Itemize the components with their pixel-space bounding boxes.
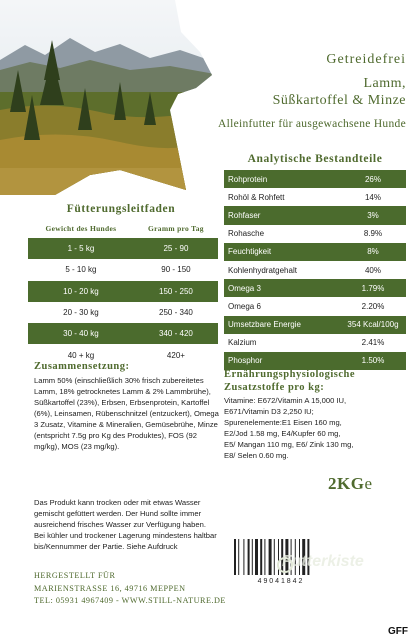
manufacturer-info xyxy=(34,570,226,608)
feeding-weight: 10 - 20 kg xyxy=(28,281,134,302)
analytics-row xyxy=(224,334,406,352)
feeding-row xyxy=(28,323,218,344)
feeding-weight: 30 - 40 kg xyxy=(28,323,134,344)
feeding-weight: 20 - 30 kg xyxy=(63,308,99,318)
analytics-row xyxy=(224,261,406,279)
barcode-bar xyxy=(248,539,250,575)
feeding-hint-text: Das Produkt kann trocken oder mit etwas Wasser gemischt gefüttert werden. Der Hund sollte immer ausreichend frisches Wasser zur Verfügung haben. Bei kühler und trockener Lagerung mindestens haltbar bis/Kennummer der Partie. Siehe Aufdruck xyxy=(34,498,217,551)
barcode-bar xyxy=(255,539,258,575)
feeding-gram: 150 - 250 xyxy=(134,281,218,302)
analytics-label: Rohprotein xyxy=(224,170,340,188)
watermark-text: Futterkiste xyxy=(282,553,364,570)
product-flavor xyxy=(273,75,406,109)
analytics-label: Omega 6 xyxy=(224,297,340,315)
analytics-value: 354 Kcal/100g xyxy=(340,316,406,334)
manufacturer-line-3: TEL: 05931 4967409 - WWW.STILL-NATURE.DE xyxy=(34,596,226,605)
product-type: Getreidefrei xyxy=(326,52,406,67)
barcode-bar xyxy=(274,539,275,575)
feeding-col-weight: Gewicht des Hundes xyxy=(45,223,117,233)
analytics-value: 1.50% xyxy=(340,352,406,370)
additives-line: Spurenelemente:E1 Eisen 160 mg, xyxy=(224,418,342,427)
analytics-label: Rohfaser xyxy=(224,206,340,224)
analytics-value: 14% xyxy=(340,188,406,206)
analytics-value: 40% xyxy=(340,261,406,279)
flavor-line-1: Lamm, xyxy=(363,76,406,91)
analytics-label: Kalzium xyxy=(224,334,340,352)
analytics-row xyxy=(224,316,406,334)
composition-text: Lamm 50% (einschließlich 30% frisch zubereitetes Lamm, 18% getrocknetes Lamm & 2% Lammbrühe), Süßkartoffel (23%), Erbsen, Erbsenprotein, Kartoffel (6%), Leinsamen, Rübenschnitzel (entzuckert), Omega 3 Zusatz, Vitamine & Mineralien, Gemüsebrühe, Minze (entspricht 7.5g pro Kg des Produktes), FOS (92 mg/kg), MOS (23 mg/kg). xyxy=(34,376,219,451)
additives-title xyxy=(224,368,409,394)
analytics-label: Kohlenhydratgehalt xyxy=(224,261,340,279)
analytics-row xyxy=(224,297,406,315)
additives-title-line-2: Zusatzstoffe pro kg: xyxy=(224,382,325,393)
feeding-gram: 420+ xyxy=(166,350,185,360)
manufacturer-line-1: HERGESTELLT FÜR xyxy=(34,571,116,580)
analytics-table xyxy=(224,170,406,370)
barcode-bar xyxy=(238,539,239,575)
barcode-bar xyxy=(234,539,236,575)
feeding-row xyxy=(28,302,218,323)
analytics-label: Feuchtigkeit xyxy=(224,243,340,261)
barcode-bar xyxy=(243,539,244,575)
analytics-value: 2.41% xyxy=(340,334,406,352)
feeding-gram: 90 - 150 xyxy=(161,265,191,275)
feeding-gram: 250 - 340 xyxy=(159,308,193,318)
analytics-label: Umsetzbare Energie xyxy=(224,316,340,334)
hero-wolf-landscape-image xyxy=(0,0,215,195)
analytics-label: Omega 3 xyxy=(224,279,340,297)
additives-line: E8/ Selen 0.60 mg. xyxy=(224,451,289,460)
product-code: GFF xyxy=(388,626,408,637)
feeding-weight: 5 - 10 kg xyxy=(65,265,97,275)
feeding-row xyxy=(28,281,218,302)
analytics-row xyxy=(224,188,406,206)
feeding-weight: 1 - 5 kg xyxy=(28,238,134,259)
feeding-table xyxy=(28,218,218,366)
estimate-mark: e xyxy=(364,474,373,493)
analytics-row xyxy=(224,279,406,297)
feeding-row xyxy=(28,259,218,280)
feeding-row xyxy=(28,238,218,259)
additives-line: Vitamine: E672/Vitamin A 15,000 IU, xyxy=(224,396,347,405)
barcode-bar xyxy=(264,539,265,575)
feeding-gram: 25 - 90 xyxy=(134,238,218,259)
analytics-row xyxy=(224,225,406,243)
net-weight xyxy=(328,474,373,494)
analytics-value: 3% xyxy=(340,206,406,224)
composition-title: Zusammensetzung: xyxy=(34,361,130,372)
analytics-title: Analytische Bestandteile xyxy=(247,153,383,165)
analytics-row xyxy=(224,243,406,261)
additives-line: E2/Jod 1.58 mg, E4/Kupfer 60 mg, xyxy=(224,429,341,438)
additives-title-line-1: Ernährungsphysiologische xyxy=(224,369,356,380)
additives-text xyxy=(224,395,409,461)
flavor-line-2: Süßkartoffel & Minze xyxy=(272,93,406,108)
feeding-weight: 40 + kg xyxy=(67,350,95,360)
analytics-row xyxy=(224,170,406,188)
analytics-label: Rohasche xyxy=(224,225,340,243)
analytics-value: 2.20% xyxy=(340,297,406,315)
feeding-gram: 340 - 420 xyxy=(134,323,218,344)
net-weight-value: 2KG xyxy=(328,474,365,493)
additives-line: E5/ Mangan 110 mg, E6/ Zink 130 mg, xyxy=(224,440,354,449)
analytics-value: 26% xyxy=(340,170,406,188)
analytics-value: 8.9% xyxy=(340,225,406,243)
feeding-col-gram: Gramm pro Tag xyxy=(148,223,204,233)
additives-line: E671/Vitamin D3 2,250 IU; xyxy=(224,407,314,416)
analytics-value: 8% xyxy=(340,243,406,261)
analytics-label: Phosphor xyxy=(224,352,340,370)
product-subtitle: Alleinfutter für ausgewachsene Hunde xyxy=(217,118,406,130)
barcode-bar xyxy=(269,539,272,575)
feeding-title: Fütterungsleitfaden xyxy=(66,203,176,215)
barcode-digits: 4 9 0 4 1 8 4 2 xyxy=(257,578,303,585)
barcode-bar xyxy=(260,539,262,575)
manufacturer-line-2: MARIENSTRASSE 16, 49716 MEPPEN xyxy=(34,583,186,593)
barcode-bar xyxy=(252,539,253,575)
analytics-value: 1.79% xyxy=(340,279,406,297)
analytics-label: Rohöl & Rohfett xyxy=(224,188,340,206)
analytics-row xyxy=(224,206,406,224)
